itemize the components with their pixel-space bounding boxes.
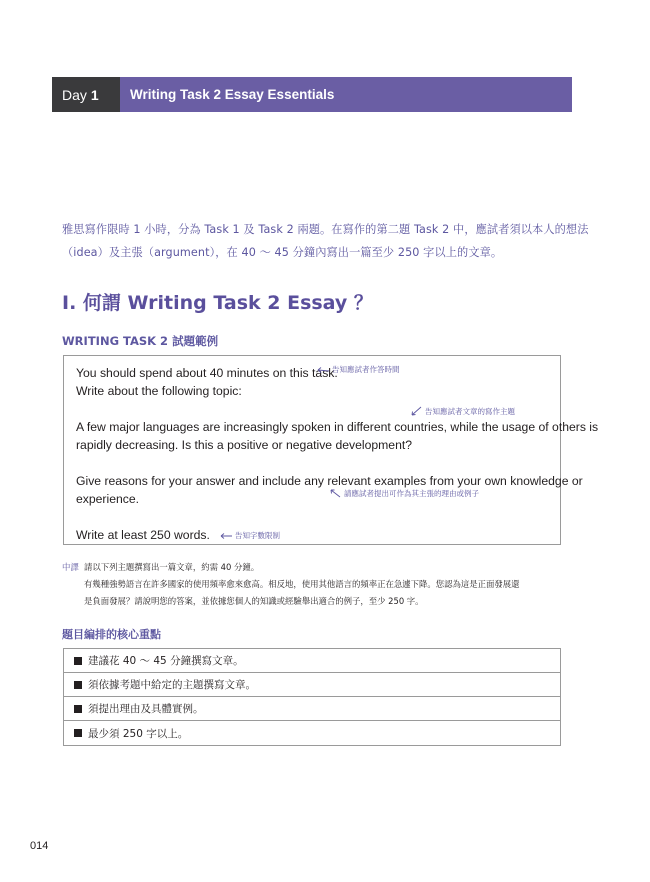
square-bullet-icon <box>74 729 82 737</box>
chapter-title: Writing Task 2 Essay Essentials <box>130 87 335 102</box>
translation-line-1: 請以下列主題撰寫出一篇文章，約需 40 分鐘。 <box>84 562 260 572</box>
core-point-text: 須提出理由及具體實例。 <box>88 703 204 715</box>
arrow-up-left-icon <box>328 487 342 499</box>
annotation-time: 告知應試者作答時間 <box>316 364 400 375</box>
core-point-row <box>64 721 560 745</box>
page-number: 014 <box>30 840 49 852</box>
core-point-row <box>64 649 560 673</box>
task-line-1: You should spend about 40 minutes on this task. <box>76 366 338 380</box>
task-line-6: experience. <box>76 492 140 506</box>
intro-line-2: （idea）及主張（argument），在 40 ～ 45 分鐘內寫出一篇至少 250 字以上的文章。 <box>62 246 503 259</box>
translation-tag: 中譯 <box>62 562 79 572</box>
core-point-row <box>64 673 560 697</box>
day-label: Day <box>62 86 87 103</box>
core-point-text: 最少須 250 字以上。 <box>88 727 189 740</box>
translation-line-3: 是負面發展？請說明您的答案，並依據您個人的知識或經驗舉出適合的例子，至少 250 字。 <box>84 596 424 606</box>
core-point-text: 須依據考題中給定的主題撰寫文章。 <box>88 679 256 691</box>
sample-question-box <box>63 355 599 545</box>
day-number: 1 <box>90 86 99 103</box>
translation-block <box>62 559 562 610</box>
translation-line-2: 有幾種強勢語言在許多國家的使用頻率愈來愈高。相反地，使用其他語言的頻率正在急遽下降。您認為這是正面發展還 <box>84 579 520 589</box>
square-bullet-icon <box>74 681 82 689</box>
annotation-topic: 告知應試者文章的寫作主題 <box>409 405 515 417</box>
task-line-3: A few major languages are increasingly spoken in different countries, while the usage of others is <box>76 420 599 434</box>
core-points-heading: 題目編排的核心重點 <box>62 628 161 641</box>
core-point-row <box>64 697 560 721</box>
annotation-reasons: 請應試者提出可作為其主張的理由或例子 <box>328 487 479 499</box>
intro-paragraph <box>62 218 589 264</box>
arrow-left-icon <box>316 366 330 374</box>
task-line-7: Write at least 250 words. <box>76 528 210 542</box>
square-bullet-icon <box>74 657 82 665</box>
task-line-5: Give reasons for your answer and include any relevant examples from your own knowledge or <box>76 474 583 488</box>
arrow-down-left-icon <box>409 405 423 417</box>
core-point-text: 建議花 40 ～ 45 分鐘撰寫文章。 <box>88 655 244 667</box>
task-line-4: rapidly decreasing. Is this a positive or negative development? <box>76 438 413 452</box>
task-line-2: Write about the following topic: <box>76 384 242 398</box>
intro-line-1: 雅思寫作限時 1 小時，分為 Task 1 及 Task 2 兩題。在寫作的第二題 Task 2 中，應試者須以本人的想法 <box>62 223 589 236</box>
square-bullet-icon <box>74 705 82 713</box>
chapter-header <box>52 77 572 112</box>
arrow-left-icon <box>219 532 233 540</box>
section-heading: I. 何謂 Writing Task 2 Essay ？ <box>62 292 373 314</box>
annotation-words: 告知字數限制 <box>219 530 280 541</box>
day-badge <box>52 77 120 112</box>
sample-question-heading: WRITING TASK 2 試題範例 <box>62 334 219 348</box>
core-points-table <box>63 648 561 746</box>
